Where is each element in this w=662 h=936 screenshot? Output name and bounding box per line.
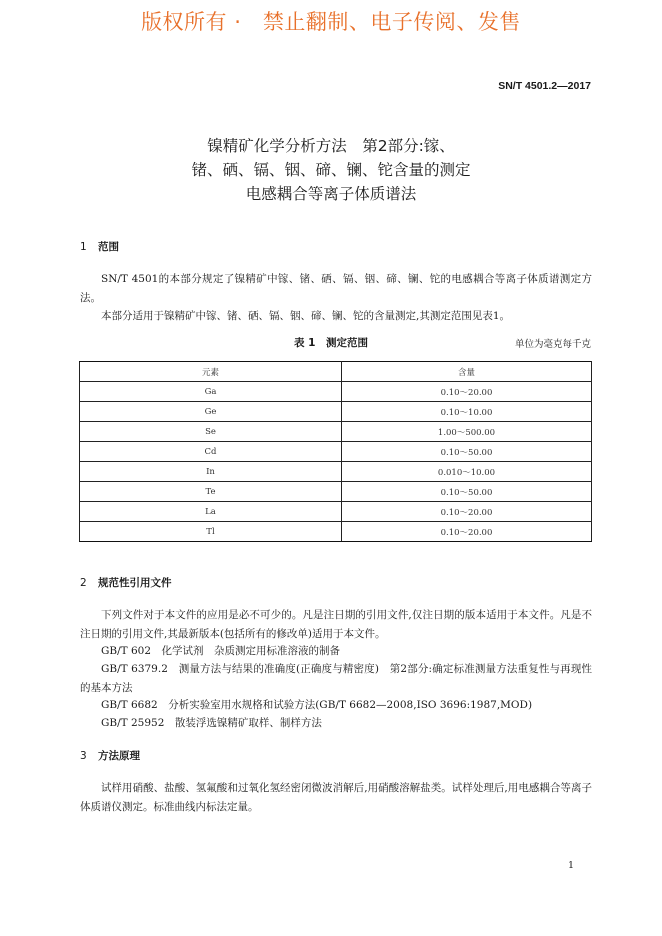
title-line: 镍精矿化学分析方法 第2部分:镓、 bbox=[207, 137, 455, 155]
element-cell: In bbox=[80, 462, 342, 482]
element-cell: La bbox=[80, 502, 342, 522]
table-row bbox=[80, 462, 592, 482]
page-number: 1 bbox=[567, 860, 574, 871]
table-row bbox=[80, 502, 592, 522]
table-row bbox=[80, 522, 592, 542]
table-unit: 单位为毫克每千克 bbox=[514, 339, 591, 350]
element-cell: Tl bbox=[80, 522, 342, 542]
element-cell: Ge bbox=[80, 402, 342, 422]
reference-item: GB/T 602 化学试剂 杂质测定用标准溶液的制备 bbox=[101, 645, 341, 657]
content-cell: 0.10～50.00 bbox=[342, 442, 592, 462]
section-heading-normative-references bbox=[80, 575, 172, 590]
table-row bbox=[80, 382, 592, 402]
scope-paragraph: 本部分适用于镍精矿中镓、锗、硒、镉、铟、碲、镧、铊的含量测定,其测定范围见表1。 bbox=[101, 310, 511, 322]
table-row bbox=[80, 422, 592, 442]
content-cell: 1.00～500.00 bbox=[342, 422, 592, 442]
title-line: 锗、硒、镉、铟、碲、镧、铊含量的测定 bbox=[191, 161, 471, 179]
principle-paragraph: 试样用硝酸、盐酸、氢氟酸和过氧化氢经密闭微波消解后,用硝酸溶解盐类。试样处理后,用电感耦合等离子体质谱仪测定。标准曲线内标法定量。 bbox=[80, 782, 592, 813]
content-cell: 0.10～20.00 bbox=[342, 382, 592, 402]
section-number: 3 bbox=[80, 750, 87, 762]
section-title: 规范性引用文件 bbox=[98, 577, 172, 589]
section-title: 范围 bbox=[98, 241, 119, 253]
measurement-range-table bbox=[79, 361, 592, 542]
column-header: 含量 bbox=[342, 362, 592, 382]
element-cell: Ga bbox=[80, 382, 342, 402]
references-intro: 下列文件对于本文件的应用是必不可少的。凡是注日期的引用文件,仅注日期的版本适用于本文件。凡是不注日期的引用文件,其最新版本(包括所有的修改单)适用于本文件。 bbox=[80, 609, 592, 640]
section-title: 方法原理 bbox=[98, 750, 140, 762]
element-cell: Cd bbox=[80, 442, 342, 462]
element-cell: Te bbox=[80, 482, 342, 502]
content-cell: 0.10～20.00 bbox=[342, 522, 592, 542]
scope-paragraph: SN/T 4501的本部分规定了镍精矿中镓、锗、硒、镉、铟、碲、镧、铊的电感耦合等离子体质谱测定方法。 bbox=[80, 273, 592, 304]
title-line: 电感耦合等离子体质谱法 bbox=[245, 185, 417, 203]
table-row bbox=[80, 402, 592, 422]
standard-number: SN/T 4501.2—2017 bbox=[498, 80, 591, 92]
table-row bbox=[80, 442, 592, 462]
element-cell: Se bbox=[80, 422, 342, 442]
content-cell: 0.10～20.00 bbox=[342, 502, 592, 522]
reference-item: GB/T 25952 散装浮选镍精矿取样、制样方法 bbox=[101, 717, 322, 729]
section-number: 2 bbox=[80, 577, 87, 589]
column-header: 元素 bbox=[80, 362, 342, 382]
table-caption: 表 1 测定范围 bbox=[294, 337, 368, 349]
content-cell: 0.10～10.00 bbox=[342, 402, 592, 422]
reference-item: GB/T 6379.2 测量方法与结果的准确度(正确度与精密度) 第2部分:确定标准测量方法重复性与再现性的基本方法 bbox=[80, 663, 592, 694]
reference-item: GB/T 6682 分析实验室用水规格和试验方法(GB/T 6682—2008,ISO 3696:1987,MOD) bbox=[101, 699, 533, 711]
copyright-banner: 版权所有 · 禁止翻制、电子传阅、发售 bbox=[141, 10, 521, 34]
section-heading-method-principle bbox=[80, 748, 140, 763]
section-heading-scope bbox=[80, 239, 119, 254]
content-cell: 0.010～10.00 bbox=[342, 462, 592, 482]
table-row bbox=[80, 482, 592, 502]
table-header-row bbox=[80, 362, 592, 382]
section-number: 1 bbox=[80, 241, 87, 253]
content-cell: 0.10～50.00 bbox=[342, 482, 592, 502]
document-title bbox=[0, 134, 662, 206]
